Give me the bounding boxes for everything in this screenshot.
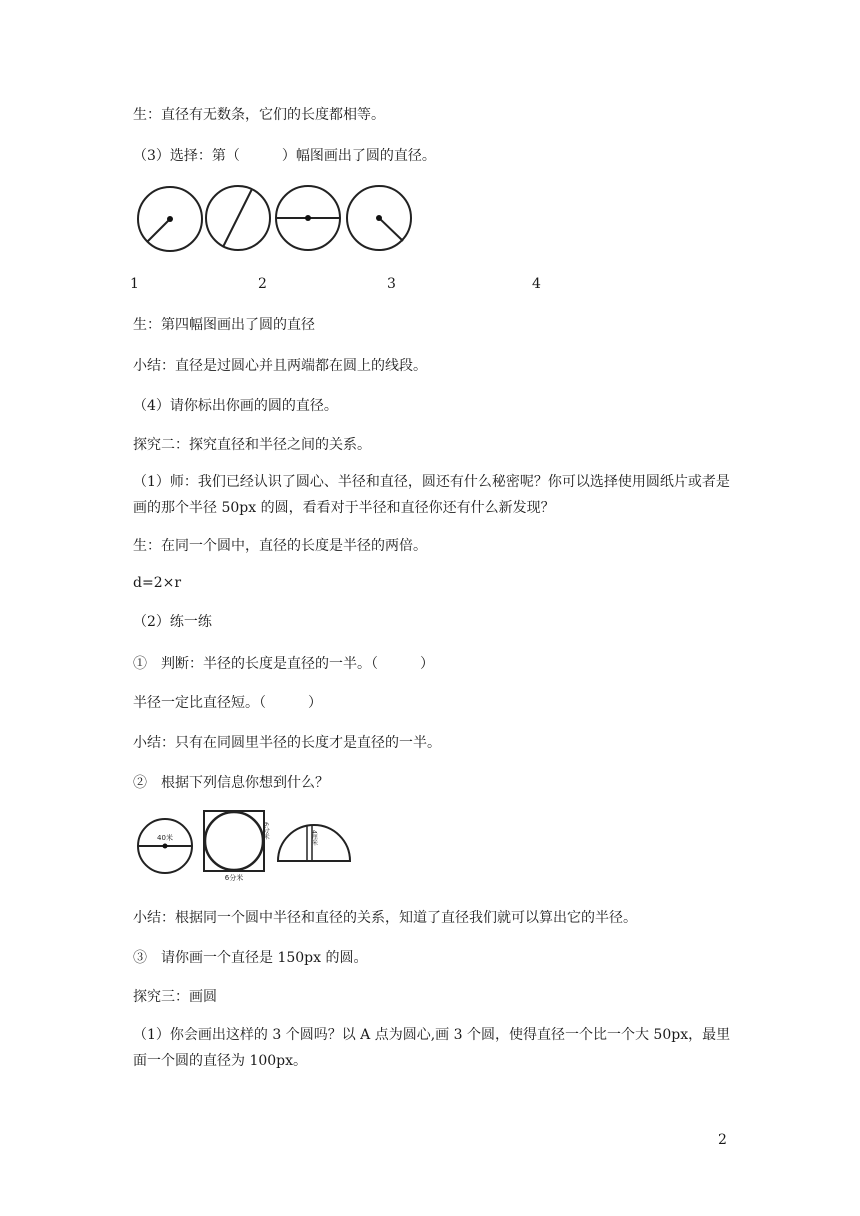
- question-item-3: ③ 请你画一个直径是 150px 的圆。: [133, 950, 368, 966]
- circle-2-chord: [223, 189, 252, 247]
- circle-4-center: [376, 215, 382, 221]
- formula: d=2×r: [133, 575, 182, 591]
- section-heading: 探究三：画圆: [133, 989, 217, 1005]
- teacher-question: （1）师：我们已经认识了圆心、半径和直径，圆还有什么秘密呢？你可以选择使用圆纸片或者是画的那个半径 50px 的圆，看看对于半径和直径你还有什么新发现？: [133, 474, 730, 516]
- draw-circles-question: （1）你会画出这样的 3 个圆吗？以 A 点为圆心,画 3 个圆，使得直径一个比一个大 50px，最里面一个圆的直径为 100px。: [133, 1027, 731, 1069]
- label-40m: 40米: [157, 834, 173, 842]
- summary-line: 小结：根据同一个圆中半径和直径的关系，知道了直径我们就可以算出它的半径。: [133, 910, 637, 926]
- page-number: 2: [718, 1132, 727, 1148]
- circle-1-center: [167, 216, 173, 222]
- circles-figure: [133, 180, 418, 256]
- practice-heading: （2）练一练: [133, 614, 212, 630]
- inscribed-circle: [205, 812, 263, 870]
- question-item-2: ② 根据下列信息你想到什么？: [133, 775, 329, 791]
- circle-3-center: [305, 215, 311, 221]
- left-circle-center: [163, 844, 168, 849]
- section-heading: 探究二：探究直径和半径之间的关系。: [133, 437, 371, 453]
- summary-line: 小结：只有在同圆里半径的长度才是直径的一半。: [133, 735, 441, 751]
- text-line: 生：在同一个圆中，直径的长度是半径的两倍。: [133, 538, 427, 554]
- measurement-figure: [136, 808, 356, 884]
- summary-line: 小结：直径是过圆心并且两端都在圆上的线段。: [133, 358, 427, 374]
- label-6dm-side: 6分米: [262, 822, 270, 840]
- judge-question-1: ① 判断：半径的长度是直径的一半。（ ）: [133, 656, 434, 672]
- figure-label-1: 1: [130, 276, 139, 292]
- circle-1-radius: [147, 219, 170, 242]
- text-line: 生：直径有无数条，它们的长度都相等。: [133, 107, 385, 123]
- question-4: （4）请你标出你画的圆的直径。: [133, 398, 338, 414]
- label-6dm-bottom: 6分米: [224, 874, 244, 882]
- label-4cm: 4厘米: [310, 830, 318, 846]
- circle-4-radius: [379, 218, 403, 241]
- judge-question-2: 半径一定比直径短。（ ）: [133, 695, 322, 711]
- text-line: 生：第四幅图画出了圆的直径: [133, 317, 315, 333]
- figure-label-2: 2: [258, 276, 267, 292]
- figure-label-4: 4: [532, 276, 541, 292]
- figure-label-3: 3: [387, 276, 396, 292]
- question-3: （3）选择：第（ ）幅图画出了圆的直径。: [133, 148, 436, 164]
